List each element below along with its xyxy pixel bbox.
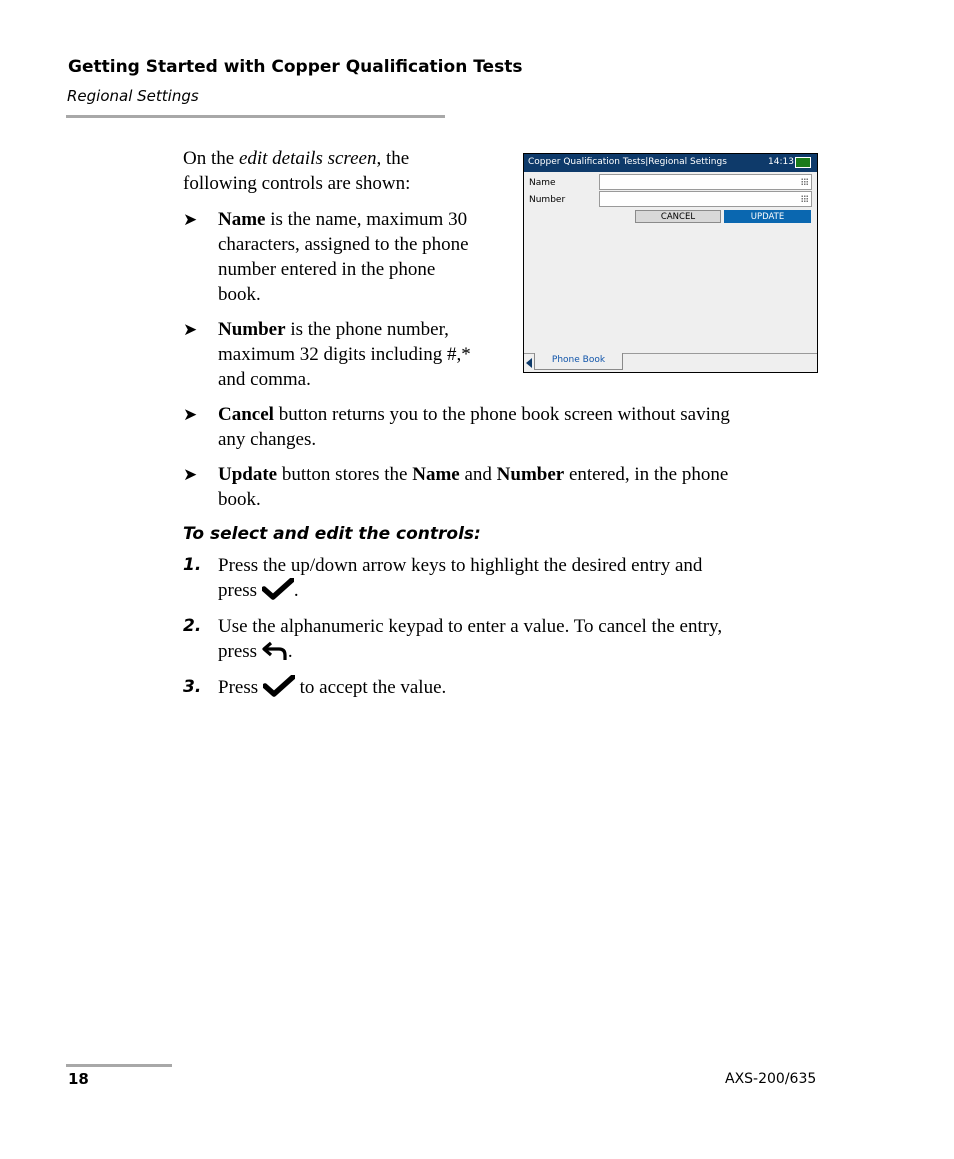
bullet-text: is the phone number, xyxy=(285,319,449,340)
chapter-title: Getting Started with Copper Qualification Tests xyxy=(68,57,523,77)
bullet-update xyxy=(218,462,728,512)
footer-rule xyxy=(66,1064,172,1067)
bullet-text: and xyxy=(459,464,497,485)
bullet-text: number entered in the phone xyxy=(218,259,436,280)
tab-phone-book[interactable]: Phone Book xyxy=(534,353,623,370)
bullet-text: book. xyxy=(218,284,261,305)
step-text: Press the up/down arrow keys to highlight the desired entry and xyxy=(218,555,703,576)
step-text: press xyxy=(218,580,258,601)
bullet-text: entered, in the phone xyxy=(564,464,729,485)
product-code: AXS-200/635 xyxy=(725,1071,817,1087)
number-field-label: Number xyxy=(529,195,566,205)
step-text: press xyxy=(218,641,258,662)
keyboard-icon[interactable] xyxy=(801,178,808,186)
device-clock: 14:13 xyxy=(768,157,794,167)
device-screenshot xyxy=(523,153,818,373)
intro-text: On the xyxy=(183,148,239,169)
bullet-term: Update xyxy=(218,464,278,485)
keyboard-icon[interactable] xyxy=(801,195,808,203)
name-field[interactable] xyxy=(599,174,812,190)
number-field[interactable] xyxy=(599,191,812,207)
name-field-label: Name xyxy=(529,178,556,188)
step-number: 3. xyxy=(183,677,202,697)
bullet-number xyxy=(218,317,471,392)
bullet-arrow-icon: ➤ xyxy=(183,405,198,424)
bullet-text: button returns you to the phone book screen without saving xyxy=(273,404,730,425)
bullet-term: Name xyxy=(218,209,266,230)
bullet-text: is the name, maximum 30 xyxy=(265,209,468,230)
checkmark-icon xyxy=(263,675,295,704)
intro-emphasis: edit details screen xyxy=(238,148,377,169)
bullet-text: button stores the xyxy=(277,464,413,485)
step-3 xyxy=(218,675,446,704)
device-titlebar xyxy=(524,154,817,172)
bullet-arrow-icon: ➤ xyxy=(183,320,198,339)
intro-text-3: following controls are shown: xyxy=(183,173,411,194)
step-text: to accept the value. xyxy=(299,677,447,698)
cancel-button[interactable]: CANCEL xyxy=(635,210,721,223)
back-arrow-icon xyxy=(262,641,288,668)
battery-icon xyxy=(795,157,811,168)
step-text: . xyxy=(287,641,293,662)
bullet-text: characters, assigned to the phone xyxy=(218,234,469,255)
header-rule xyxy=(66,115,445,118)
intro-paragraph xyxy=(183,146,410,196)
bullet-text: any changes. xyxy=(218,429,317,450)
bullet-cancel xyxy=(218,402,730,452)
intro-text-2: , the xyxy=(376,148,410,169)
page-number: 18 xyxy=(68,1070,89,1088)
step-text: . xyxy=(293,580,299,601)
left-arrow-icon[interactable] xyxy=(526,358,532,368)
step-text: Press xyxy=(218,677,259,698)
bullet-arrow-icon: ➤ xyxy=(183,465,198,484)
step-text: Use the alphanumeric keypad to enter a value. To cancel the entry, xyxy=(218,616,723,637)
bullet-text: book. xyxy=(218,489,261,510)
bullet-name xyxy=(218,207,469,307)
step-2 xyxy=(218,614,722,668)
bullet-text: maximum 32 digits including #,* xyxy=(218,344,471,365)
step-number: 2. xyxy=(183,616,202,636)
procedure-heading: To select and edit the controls: xyxy=(183,524,481,544)
bullet-arrow-icon: ➤ xyxy=(183,210,198,229)
bullet-inline-term: Number xyxy=(496,464,565,485)
section-title: Regional Settings xyxy=(67,87,199,105)
bullet-inline-term: Name xyxy=(412,464,460,485)
step-1 xyxy=(218,553,702,607)
update-button[interactable]: UPDATE xyxy=(724,210,811,223)
device-tabbar xyxy=(524,353,817,373)
step-number: 1. xyxy=(183,555,202,575)
device-title: Copper Qualification Tests|Regional Settings xyxy=(528,157,727,167)
bullet-text: and comma. xyxy=(218,369,311,390)
checkmark-icon xyxy=(262,578,294,607)
bullet-term: Cancel xyxy=(218,404,274,425)
bullet-term: Number xyxy=(218,319,286,340)
